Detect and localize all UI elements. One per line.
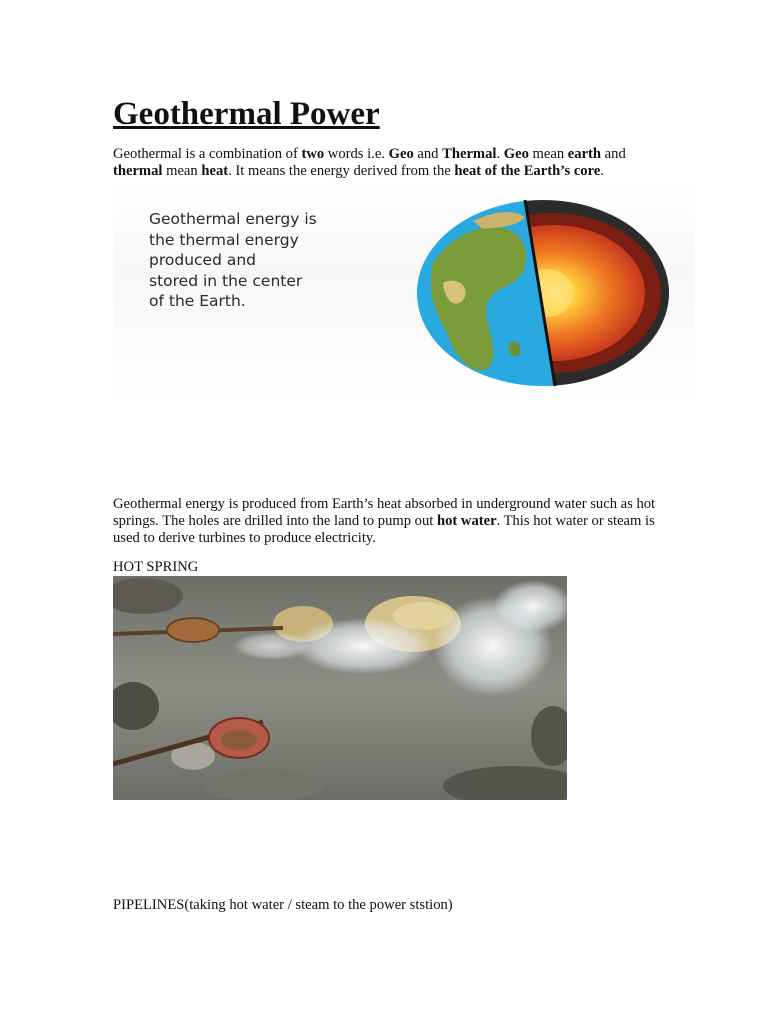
earth-cutaway-image (413, 193, 673, 393)
bold-text: two (301, 146, 325, 162)
bold-text: Geo (388, 146, 414, 162)
hot-spring-image (113, 576, 567, 800)
bold-text: Geo (503, 146, 529, 162)
text-run: . (600, 163, 604, 179)
geothermal-figure (113, 183, 695, 401)
text-run: . It means the energy derived from the (228, 163, 455, 179)
pipelines-label: PIPELINES(taking hot water / steam to the power ststion) (113, 897, 453, 913)
bold-text: heat (201, 163, 229, 179)
text-run: words i.e. (324, 146, 389, 162)
bold-text: Thermal (442, 146, 497, 162)
text-run: mean (528, 146, 568, 162)
hot-spring-photo (113, 576, 567, 800)
body-paragraph (113, 496, 673, 547)
text-run: . (496, 146, 504, 162)
intro-paragraph (113, 146, 673, 180)
bold-text: earth (567, 146, 602, 162)
text-run: Geothermal is a combination of (113, 146, 302, 162)
text-run: and (413, 146, 443, 162)
text-run: and (601, 146, 626, 162)
text-run: mean (162, 163, 202, 179)
text-run: . This hot water or steam is used to derive turbines to produce electricity. (113, 513, 655, 546)
bold-text: hot water (436, 513, 497, 529)
figure-caption: Geothermal energy is the thermal energy produced and stored in the center of the Earth. (149, 210, 317, 310)
bold-text: heat of the Earth’s core (454, 163, 601, 179)
page-title: Geothermal Power (113, 96, 380, 132)
hot-spring-label: HOT SPRING (113, 559, 199, 575)
bold-text: thermal (113, 163, 163, 179)
text-run: Geothermal energy is produced from Earth’s heat absorbed in underground water such as hot springs. The holes are drilled into the land to pump out (113, 496, 656, 529)
